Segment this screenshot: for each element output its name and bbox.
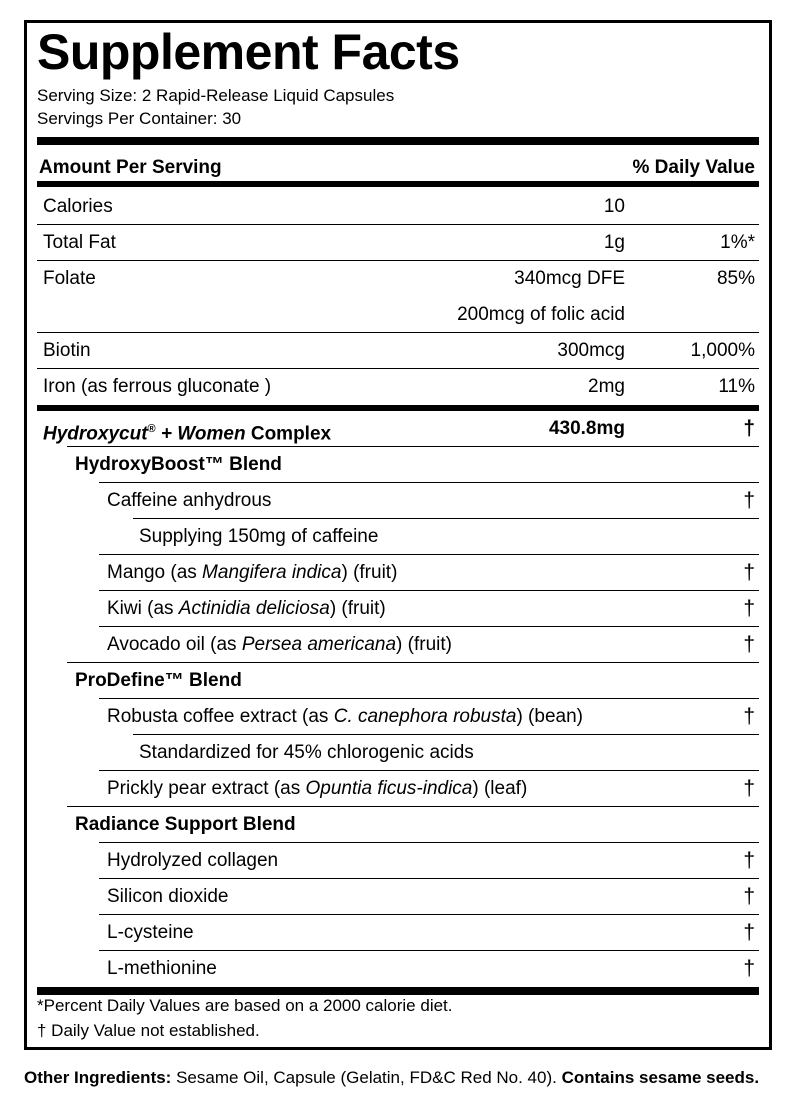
nutrient-name: Iron (as ferrous gluconate ) [43,376,272,397]
blend-header [37,807,759,843]
servings-per-container: Servings Per Container: 30 [37,109,242,128]
list-item [37,483,759,519]
ingredient-note: Supplying 150mg of caffeine [139,526,379,547]
supplement-facts-panel [24,20,772,1050]
ingredient-dv: † [743,885,755,908]
panel-title: Supplement Facts [37,24,460,80]
daily-value-header: % Daily Value [632,157,755,178]
ingredient-name: Silicon dioxide [107,886,229,907]
footnote-dagger: † Daily Value not established. [37,1021,260,1040]
list-item [37,735,759,771]
nutrient-dv: 1,000% [690,340,755,361]
nutrient-name: Calories [43,196,113,217]
table-row [37,333,759,369]
thick-divider-header [37,181,759,187]
ingredient-name: Caffeine anhydrous [107,490,272,511]
table-row [37,225,759,261]
list-item [37,879,759,915]
ingredient-dv: † [743,777,755,800]
nutrient-name: Folate [43,268,96,289]
serving-size: Serving Size: 2 Rapid-Release Liquid Capsules [37,86,395,105]
ingredient-dv: † [743,705,755,728]
table-row [37,369,759,405]
list-item [37,555,759,591]
ingredient-note: Standardized for 45% chlorogenic acids [139,742,474,763]
complex-row [37,411,759,447]
nutrient-dv: 11% [718,376,755,397]
ingredient-name: Avocado oil (as Persea americana) (fruit) [107,634,452,655]
ingredient-name: Robusta coffee extract (as C. canephora robusta) (bean) [107,706,583,727]
list-item [37,591,759,627]
footnote-percent: *Percent Daily Values are based on a 2000 calorie diet. [37,996,453,1015]
ingredient-dv: † [743,957,755,980]
blend-name-radiance: Radiance Support Blend [75,814,296,835]
ingredient-dv: † [743,561,755,584]
nutrient-dv: 85% [716,268,755,289]
blend-name-prodefine: ProDefine™ Blend [75,670,242,691]
ingredient-dv: † [743,849,755,872]
nutrient-amount: 340mcg DFE [514,268,625,289]
table-row [37,189,759,225]
list-item [37,699,759,735]
ingredient-dv: † [743,921,755,944]
nutrient-amount: 2mg [588,376,625,397]
list-item [37,771,759,807]
ingredient-dv: † [743,597,755,620]
ingredient-name: Hydrolyzed collagen [107,850,279,871]
complex-name: Hydroxycut® + Women Complex [43,423,332,445]
complex-dv: † [743,417,755,440]
nutrient-amount: 1g [603,232,625,253]
blend-header [37,663,759,699]
nutrient-dv: 1%* [720,232,755,253]
ingredient-name: Kiwi (as Actinidia deliciosa) (fruit) [107,598,386,619]
nutrient-sub-amount: 200mcg of folic acid [457,304,625,325]
ingredient-name: L-cysteine [107,922,194,943]
amount-per-serving-header: Amount Per Serving [39,157,222,178]
ingredient-dv: † [743,633,755,656]
list-item [37,843,759,879]
ingredient-name: L-methionine [107,958,217,979]
thick-divider-bottom [37,987,759,995]
nutrient-name: Biotin [43,340,91,361]
ingredient-name: Prickly pear extract (as Opuntia ficus-indica) (leaf) [107,778,528,799]
table-row [37,261,759,333]
blend-name-hydroxyboost: HydroxyBoost™ Blend [75,454,282,475]
list-item [37,519,759,555]
ingredient-name: Mango (as Mangifera indica) (fruit) [107,562,398,583]
nutrient-name: Total Fat [43,232,116,253]
nutrient-amount: 300mcg [557,340,625,361]
list-item [37,915,759,951]
nutrient-amount: 10 [603,196,625,217]
blend-header [37,447,759,483]
list-item [37,951,759,987]
list-item [37,627,759,663]
thick-divider-top [37,137,759,145]
other-ingredients: Other Ingredients: Sesame Oil, Capsule (Gelatin, FD&C Red No. 40). Contains sesame seeds. [24,1068,760,1087]
ingredient-dv: † [743,489,755,512]
complex-amount: 430.8mg [548,418,625,439]
